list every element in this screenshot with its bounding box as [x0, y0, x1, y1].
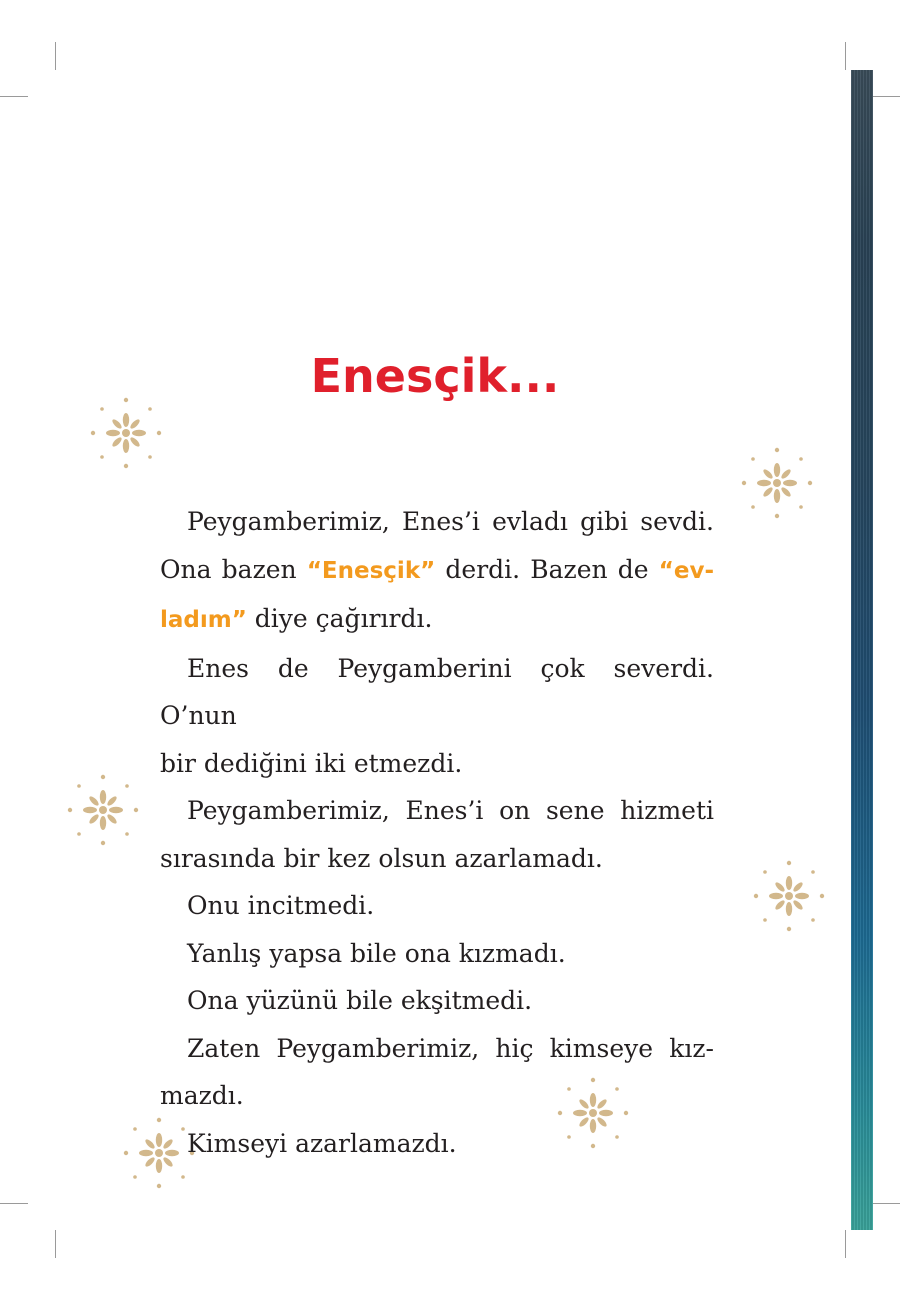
sparkle-flower-icon [749, 856, 829, 936]
highlighted-word: “ev- [658, 557, 714, 584]
text-line: bir dediğini iki etmezdi. [160, 748, 463, 778]
text-line: Peygamberimiz, Enes’i on sene hizmeti [187, 796, 714, 825]
text-line [160, 546, 714, 596]
crop-mark [845, 42, 846, 70]
crop-mark [55, 1230, 56, 1258]
sparkle-flower-icon [737, 443, 817, 523]
highlighted-word: “Enesçik” [306, 557, 436, 584]
text-line: Yanlış yapsa bile ona kızmadı. [187, 938, 566, 968]
paragraph [160, 787, 714, 882]
text-line: Enes de Peygamberini çok severdi. O’nun [160, 653, 714, 730]
crop-mark [0, 1203, 28, 1204]
text-line [160, 595, 714, 645]
paragraph [160, 977, 714, 1025]
crop-mark [55, 42, 56, 70]
paragraph [160, 882, 714, 930]
story-body [160, 498, 714, 1167]
text-span: Ona bazen [160, 554, 307, 584]
paragraph [160, 498, 714, 645]
crop-mark [845, 1230, 846, 1258]
crop-mark [872, 1203, 900, 1204]
crop-mark [0, 96, 28, 97]
sparkle-flower-icon [63, 770, 143, 850]
sparkle-flower-icon [86, 393, 166, 473]
text-span: diye çağırırdı. [246, 604, 433, 633]
highlighted-word: ladım” [160, 607, 247, 633]
text-line: mazdı. [160, 1081, 244, 1110]
page-title: Enesçik... [310, 348, 560, 403]
paragraph [160, 930, 714, 978]
text-line: sırasında bir kez olsun azarlamadı. [160, 843, 603, 873]
crop-mark [872, 96, 900, 97]
text-line: Ona yüzünü bile ekşitmedi. [187, 986, 533, 1015]
paragraph [160, 645, 714, 788]
text-line: Zaten Peygamberimiz, hiç kimseye kız- [187, 1033, 714, 1063]
paragraph [160, 1120, 714, 1168]
text-span: derdi. Bazen de [435, 554, 659, 584]
cover-edge-strip [851, 70, 873, 1230]
text-line: Kimseyi azarlamazdı. [187, 1128, 457, 1158]
text-line: Onu incitmedi. [187, 891, 375, 920]
paragraph [160, 1025, 714, 1120]
text-line: Peygamberimiz, Enes’i evladı gibi sevdi. [187, 507, 714, 536]
